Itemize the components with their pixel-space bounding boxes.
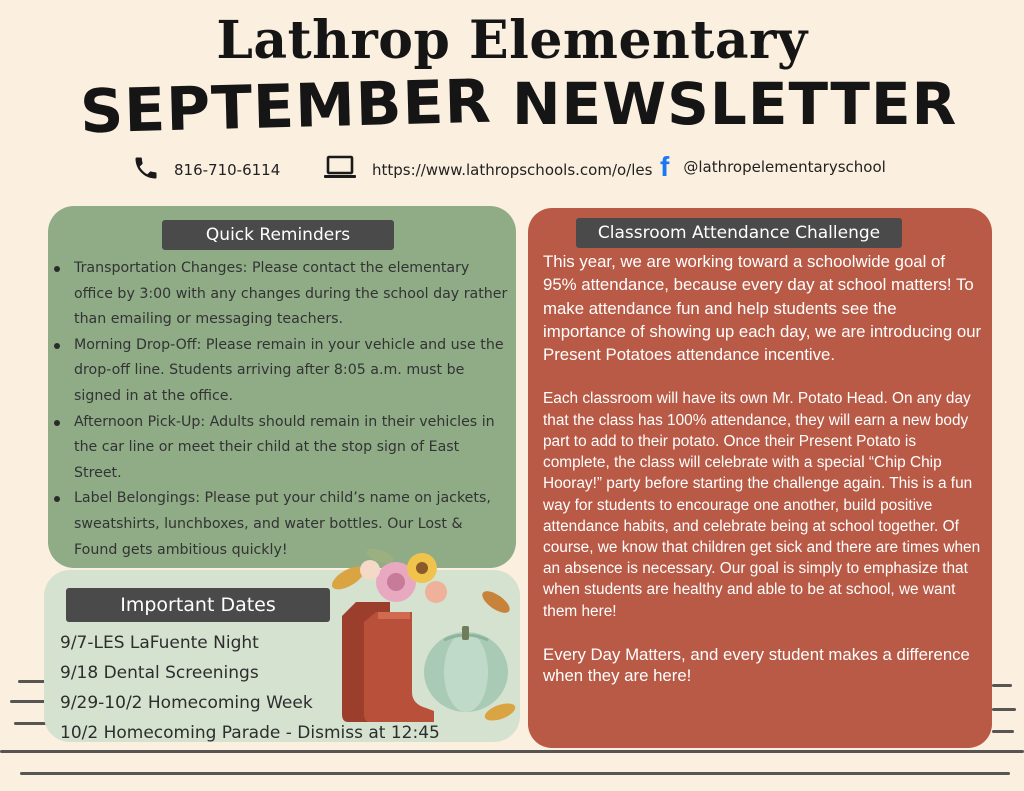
date-item: 9/18 Dental Screenings — [60, 663, 259, 683]
decorative-stroke — [992, 730, 1014, 733]
dates-list — [60, 628, 440, 748]
laptop-icon — [322, 154, 358, 186]
dates-heading: Important Dates — [66, 588, 330, 622]
date-item: 9/7-LES LaFuente Night — [60, 633, 259, 653]
attendance-body — [543, 250, 983, 687]
phone-icon — [132, 154, 160, 186]
decorative-stroke — [992, 684, 1012, 687]
list-item: Transportation Changes: Please contact the elementary office by 3:00 with any changes during the school day rather than emailing or messaging teachers. — [52, 256, 508, 333]
decorative-stroke — [14, 722, 46, 725]
list-item: Morning Drop-Off: Please remain in your vehicle and use the drop-off line. Students arriving after 8:05 a.m. must be signed in at the office. — [52, 333, 508, 410]
autumn-boots-illustration — [318, 530, 528, 730]
month-title: SEPTEMBER — [79, 66, 493, 148]
list-item: Afternoon Pick-Up: Adults should remain in their vehicles in the car line or meet their child at the stop sign of East Street. — [52, 410, 508, 487]
attendance-paragraph: This year, we are working toward a schoolwide goal of 95% attendance, because every day at school matters! To make attendance fun and help students see the importance of showing up each day, we are introducing our Present Potatoes attendance incentive. — [543, 252, 982, 365]
facebook-icon: f — [660, 151, 670, 182]
list-item: Label Belongings: Please put your child’s name on jackets, sweatshirts, lunchboxes, and water bottles. Our Lost & Found gets ambitious quickly! — [52, 486, 508, 563]
facebook-contact[interactable] — [660, 152, 886, 182]
website-contact[interactable] — [322, 155, 652, 185]
reminders-heading: Quick Reminders — [162, 220, 394, 250]
date-item: 9/29-10/2 Homecoming Week — [60, 693, 313, 713]
newsletter-title: NEWSLETTER — [512, 70, 958, 138]
decorative-stroke — [20, 772, 1010, 775]
decorative-stroke — [0, 750, 1024, 753]
attendance-heading: Classroom Attendance Challenge — [576, 218, 902, 248]
decorative-stroke — [992, 708, 1016, 711]
school-name: Lathrop Elementary — [216, 10, 808, 71]
attendance-paragraph: Every Day Matters, and every student makes a difference when they are here! — [543, 644, 970, 686]
facebook-handle: @lathropelementaryschool — [683, 158, 886, 176]
phone-number: 816-710-6114 — [174, 161, 281, 179]
attendance-paragraph: Each classroom will have its own Mr. Potato Head. On any day that the class has 100% attendance, they will earn a new body part to add to their potato. Once their Present Potato is complete, the class will celebrate with a special “Chip Chip Hooray!” party before starting the challenge again. This is a fun way for students to encourage one another, build positive attendance habits, and celebrate being at school together. Of course, we know that children get sick and there are times when an absence is necessary. Our goal is simply to emphasize that when students are healthy and able to be at school, we want them here! — [543, 390, 981, 620]
website-url: https://www.lathropschools.com/o/les — [372, 161, 653, 179]
phone-contact[interactable] — [132, 155, 280, 185]
date-item: 10/2 Homecoming Parade - Dismiss at 12:45 — [60, 723, 440, 743]
decorative-stroke — [10, 700, 46, 703]
reminders-list — [52, 256, 508, 563]
